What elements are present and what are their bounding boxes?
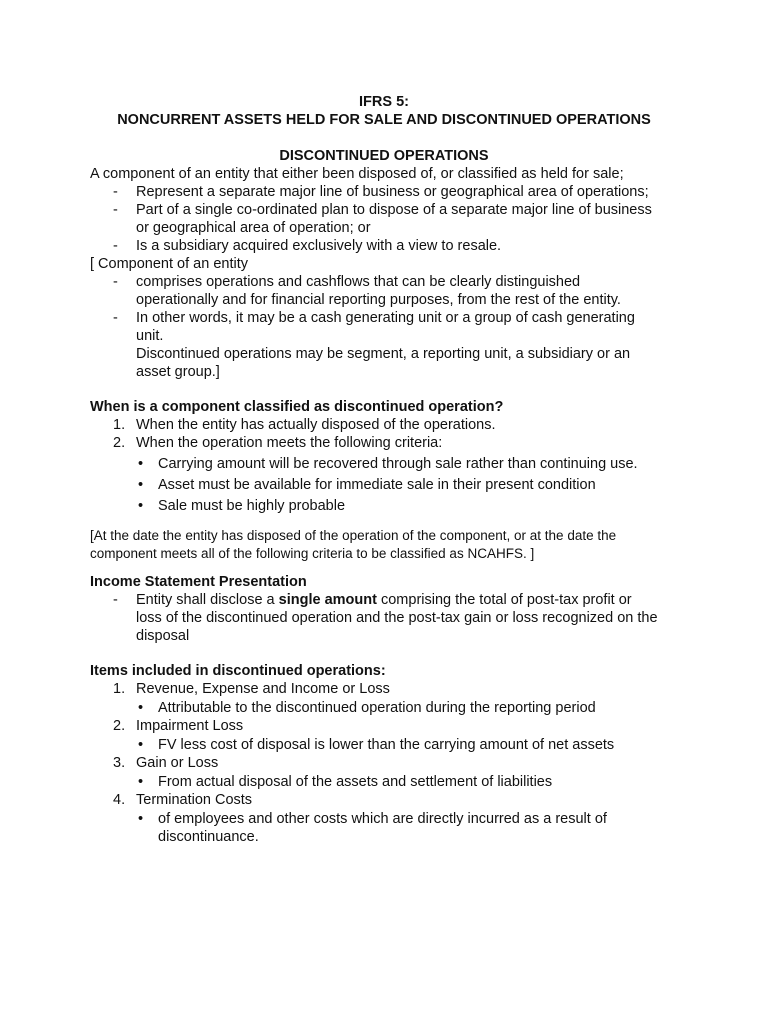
section-heading-income: Income Statement Presentation bbox=[90, 574, 307, 590]
bullet-icon: • bbox=[138, 498, 144, 514]
list-item-continuation: asset group.] bbox=[136, 364, 220, 380]
classified-note: component meets all of the following criteria to be classified as NCAHFS. ] bbox=[90, 546, 535, 561]
list-item-continuation: Discontinued operations may be segment, a reporting unit, a subsidiary or an bbox=[136, 346, 631, 362]
list-dash: - bbox=[113, 184, 118, 200]
income-text: comprising the total of post-tax profit or bbox=[376, 592, 632, 608]
income-text: Entity shall disclose a bbox=[136, 592, 279, 608]
list-number: 3. bbox=[113, 755, 126, 771]
list-item: Termination Costs bbox=[136, 792, 253, 808]
bullet-icon: • bbox=[138, 700, 144, 716]
list-number: 1. bbox=[113, 681, 126, 697]
list-item: In other words, it may be a cash generating unit or a group of cash generating bbox=[136, 310, 635, 326]
list-item: Is a subsidiary acquired exclusively with a view to resale. bbox=[136, 238, 502, 254]
component-heading: [ Component of an entity bbox=[90, 256, 248, 272]
bullet-icon: • bbox=[138, 477, 144, 493]
list-number: 4. bbox=[113, 792, 126, 808]
list-item: comprises operations and cashflows that can be clearly distinguished bbox=[136, 274, 581, 290]
bullet-icon: • bbox=[138, 774, 144, 790]
list-number: 1. bbox=[113, 417, 126, 433]
list-item-detail: From actual disposal of the assets and settlement of liabilities bbox=[158, 774, 553, 790]
section-heading-discontinued: DISCONTINUED OPERATIONS bbox=[279, 148, 489, 164]
section-heading-classified: When is a component classified as discontinued operation? bbox=[90, 399, 504, 415]
bullet-icon: • bbox=[138, 811, 144, 827]
list-item: When the entity has actually disposed of the operations. bbox=[136, 417, 496, 433]
list-item-detail: of employees and other costs which are directly incurred as a result of bbox=[158, 811, 607, 827]
list-dash: - bbox=[113, 592, 118, 608]
list-item-detail: Attributable to the discontinued operation during the reporting period bbox=[158, 700, 596, 716]
income-line bbox=[136, 591, 632, 609]
list-item: Part of a single co-ordinated plan to dispose of a separate major line of business bbox=[136, 202, 652, 218]
criteria-item: Asset must be available for immediate sale in their present condition bbox=[158, 477, 596, 493]
list-number: 2. bbox=[113, 435, 126, 451]
list-item-continuation: unit. bbox=[136, 328, 164, 344]
income-line: loss of the discontinued operation and the post-tax gain or loss recognized on the bbox=[136, 610, 658, 626]
income-line: disposal bbox=[136, 628, 190, 644]
list-number: 2. bbox=[113, 718, 126, 734]
list-item-continuation: or geographical area of operation; or bbox=[136, 220, 371, 236]
list-dash: - bbox=[113, 202, 118, 218]
list-item: Represent a separate major line of business or geographical area of operations; bbox=[136, 184, 649, 200]
section-heading-items: Items included in discontinued operations: bbox=[90, 663, 386, 679]
list-item-continuation: operationally and for financial reporting purposes, from the rest of the entity. bbox=[136, 292, 621, 308]
document-title: IFRS 5: bbox=[359, 94, 409, 110]
list-item: When the operation meets the following criteria: bbox=[136, 435, 443, 451]
discontinued-intro: A component of an entity that either been disposed of, or classified as held for sale; bbox=[90, 166, 624, 182]
list-item-detail: FV less cost of disposal is lower than the carrying amount of net assets bbox=[158, 737, 615, 753]
criteria-item: Sale must be highly probable bbox=[158, 498, 346, 514]
list-item-detail-continuation: discontinuance. bbox=[158, 829, 259, 845]
list-item: Revenue, Expense and Income or Loss bbox=[136, 681, 390, 697]
list-item: Gain or Loss bbox=[136, 755, 219, 771]
criteria-item: Carrying amount will be recovered through sale rather than continuing use. bbox=[158, 456, 638, 472]
document-subtitle: NONCURRENT ASSETS HELD FOR SALE AND DISCONTINUED OPERATIONS bbox=[117, 112, 651, 128]
list-dash: - bbox=[113, 274, 118, 290]
list-dash: - bbox=[113, 310, 118, 326]
classified-note: [At the date the entity has disposed of the operation of the component, or at the date the bbox=[90, 528, 617, 543]
bullet-icon: • bbox=[138, 737, 144, 753]
list-item: Impairment Loss bbox=[136, 718, 244, 734]
list-dash: - bbox=[113, 238, 118, 254]
bullet-icon: • bbox=[138, 456, 144, 472]
income-bold-text: single amount bbox=[278, 592, 377, 608]
